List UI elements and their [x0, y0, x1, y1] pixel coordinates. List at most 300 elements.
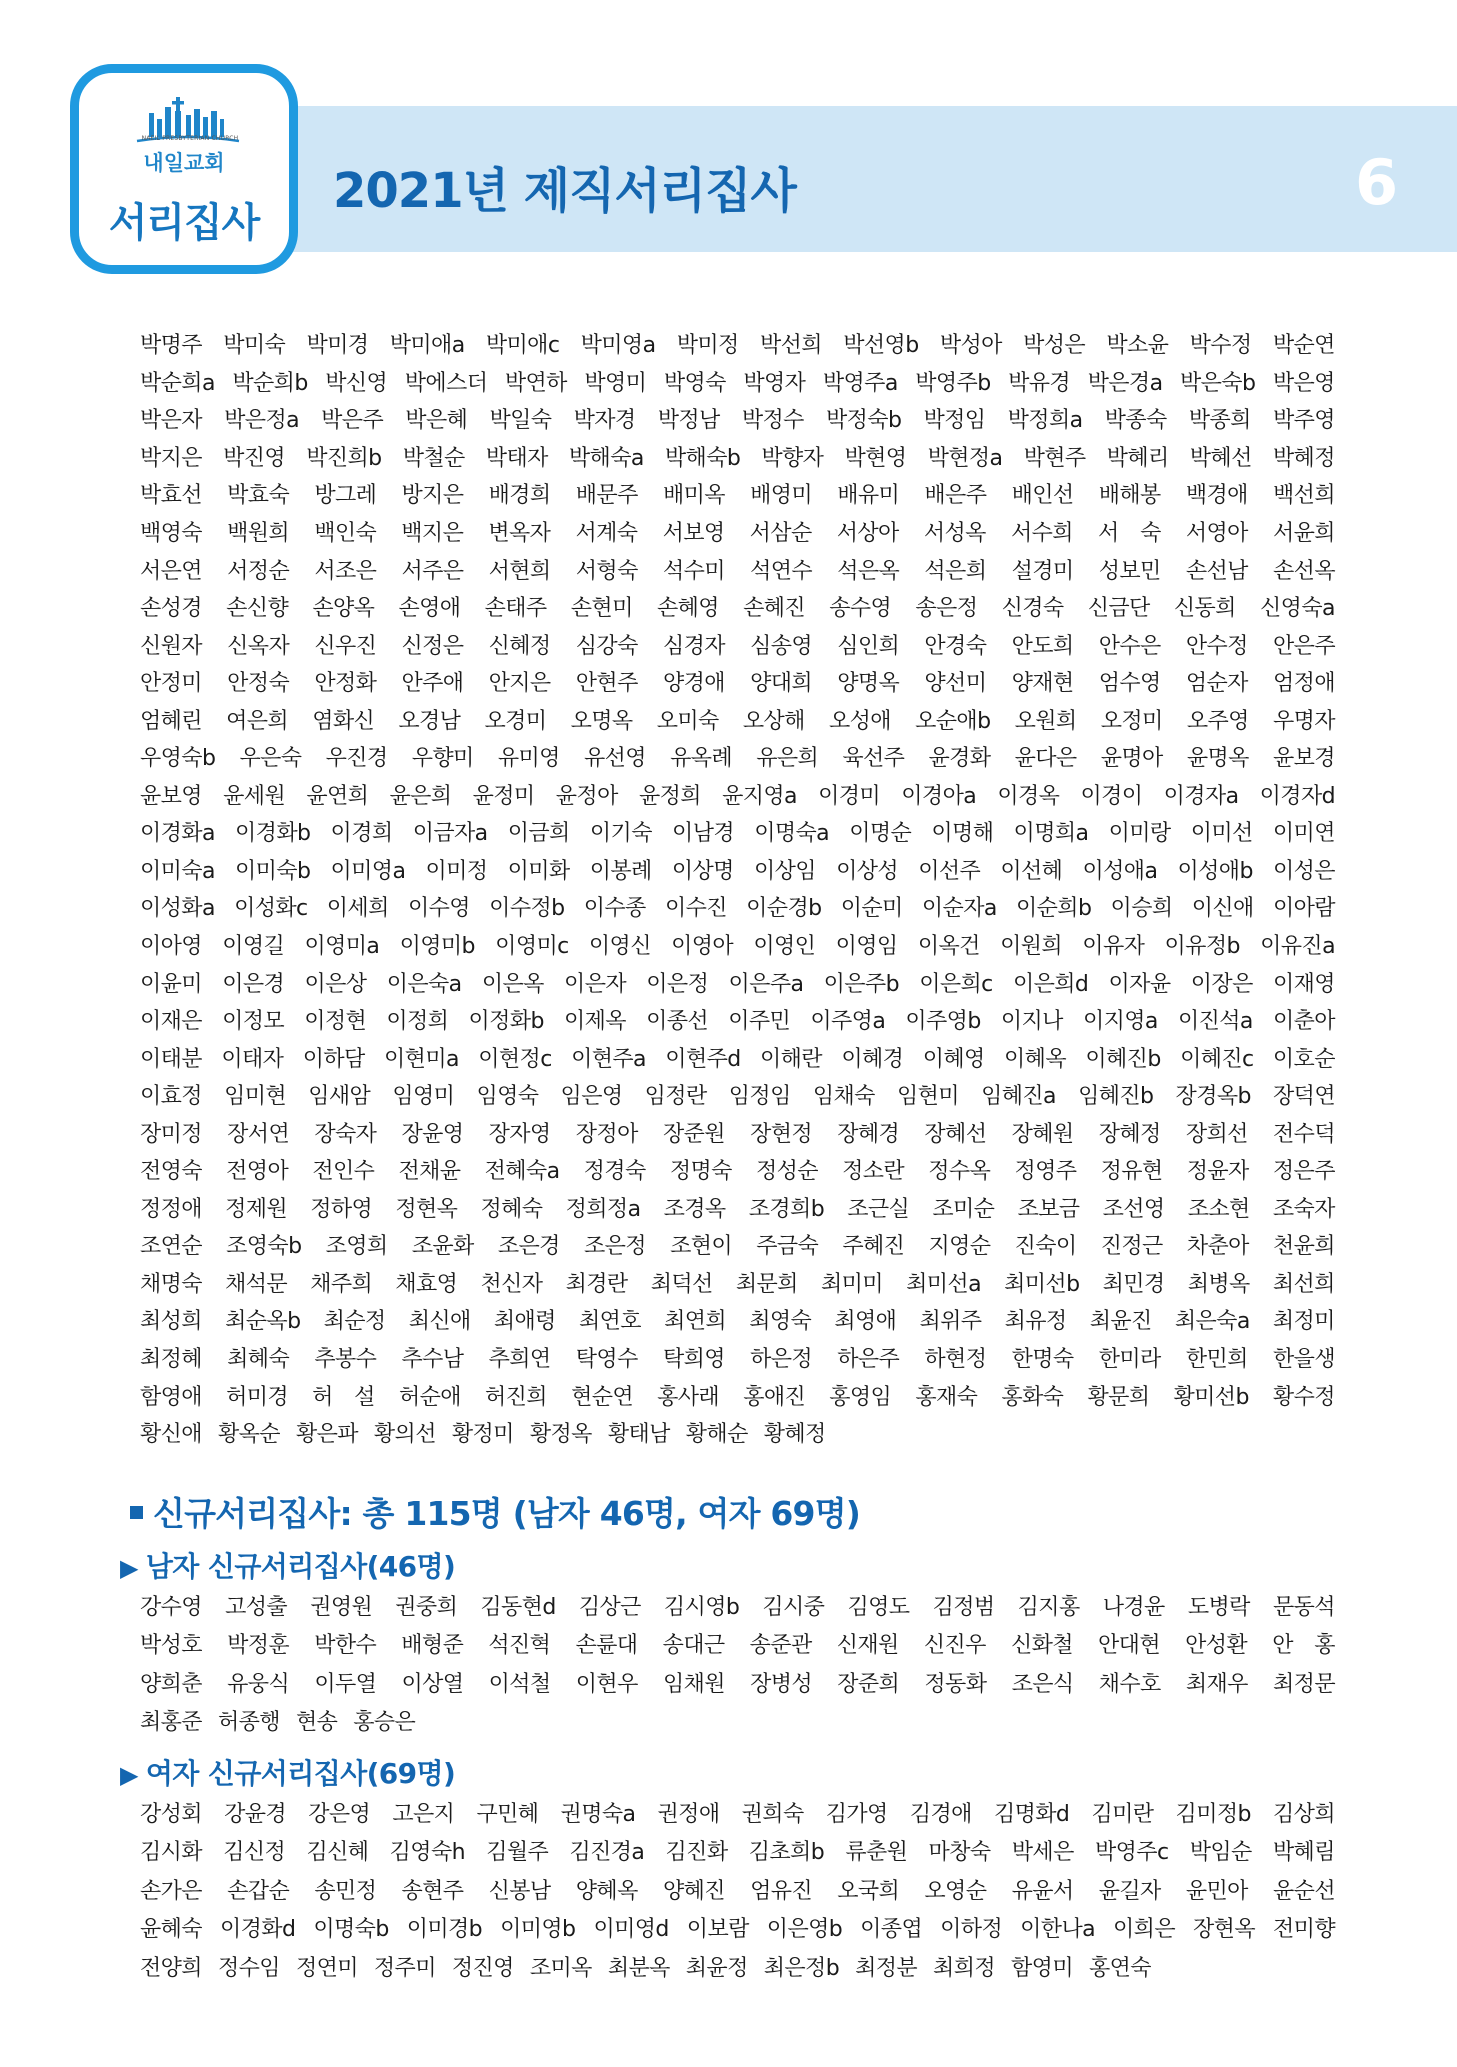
name-item: 함영미	[1011, 1955, 1073, 1981]
name-row	[140, 1793, 1335, 1832]
name-item: 이영인	[753, 934, 816, 960]
name-item: 윤명옥	[1186, 746, 1249, 772]
name-item: 손신향	[226, 596, 289, 622]
name-item: 홍애진	[743, 1384, 806, 1410]
name-item: 서보영	[662, 521, 725, 546]
name-item: 배해봉	[1098, 483, 1161, 509]
name-item: 이경자d	[1259, 783, 1335, 809]
name-item: 이금희	[507, 821, 570, 847]
name-item: 황정미	[451, 1422, 514, 1448]
name-item: 이혜진b	[1085, 1046, 1161, 1072]
name-item: 서영아	[1185, 521, 1248, 546]
name-item: 이경옥	[997, 783, 1060, 809]
name-item: 박혜선	[1189, 445, 1252, 471]
name-item: 이춘아	[1272, 1009, 1335, 1035]
name-item: 이명숙b	[313, 1917, 389, 1943]
name-item: 최윤진	[1089, 1309, 1152, 1335]
name-item: 손현미	[570, 596, 633, 622]
name-item: 조연순	[140, 1234, 202, 1260]
name-item: 김경애	[909, 1801, 972, 1827]
name-item: 권중희	[395, 1594, 458, 1620]
name-item: 이혜옥	[1004, 1046, 1066, 1072]
name-item: 허 설	[312, 1384, 375, 1410]
name-item: 천신자	[480, 1271, 543, 1297]
name-row	[140, 1909, 1335, 1948]
name-item: 장미정	[140, 1121, 202, 1147]
name-item: 정소란	[842, 1159, 905, 1185]
name-item: 임영미	[392, 1084, 455, 1110]
name-item: 임혜진b	[1078, 1084, 1154, 1110]
name-item: 이기숙	[589, 821, 652, 847]
name-item: 조현이	[670, 1234, 733, 1260]
name-item: 이아영	[140, 934, 202, 960]
name-item: 최미선b	[1004, 1271, 1080, 1297]
name-item: 이종선	[646, 1009, 709, 1035]
name-item: 배형준	[401, 1633, 464, 1659]
name-item: 이수영	[407, 896, 470, 922]
name-item: 홍승은	[353, 1710, 416, 1736]
name-item: 이명순	[849, 821, 912, 847]
name-item: 권명숙a	[560, 1801, 636, 1827]
name-item: 박현주	[1023, 445, 1086, 471]
name-item: 박정숙b	[826, 408, 902, 434]
name-item: 이은영b	[766, 1917, 843, 1943]
name-item: 채석문	[225, 1271, 288, 1297]
name-item: 장혜선	[924, 1121, 987, 1147]
name-item: 이미숙a	[140, 858, 215, 884]
name-item: 안 홍	[1272, 1633, 1335, 1659]
name-item: 손성경	[140, 596, 202, 622]
name-item: 방지은	[401, 483, 464, 509]
name-item: 윤민아	[1185, 1878, 1248, 1904]
name-item: 유웅식	[227, 1671, 290, 1697]
name-item: 박한수	[314, 1633, 377, 1659]
name-item: 신혜정	[488, 633, 551, 659]
name-item: 함영애	[140, 1384, 202, 1410]
name-item: 박영자	[743, 370, 806, 396]
name-item: 박미영a	[580, 333, 656, 359]
name-item: 박종숙	[1104, 408, 1167, 434]
name-item: 석연수	[750, 558, 813, 584]
name-item: 박은혜	[405, 408, 468, 434]
name-item: 최분옥	[607, 1955, 670, 1981]
name-item: 이아람	[1272, 896, 1335, 922]
name-item: 탁영수	[575, 1347, 638, 1373]
name-item: 박정임	[923, 408, 986, 434]
name-item: 송대근	[662, 1633, 725, 1659]
name-item: 정주미	[373, 1955, 436, 1981]
name-item: 이은숙a	[386, 971, 462, 997]
name-item: 박효숙	[227, 483, 290, 509]
name-item: 나경윤	[1102, 1594, 1165, 1620]
name-item: 박현영	[844, 445, 907, 471]
name-item: 장준희	[837, 1671, 900, 1697]
name-item: 이종엽	[860, 1917, 923, 1943]
name-item: 박은정a	[224, 408, 299, 434]
name-row	[140, 1001, 1335, 1039]
name-item: 이옥건	[917, 934, 980, 960]
name-item: 배인선	[1011, 483, 1074, 509]
name-item: 김영숙h	[389, 1840, 465, 1866]
name-item: 박성은	[1023, 333, 1086, 359]
name-item: 박영미	[584, 370, 647, 396]
name-item: 이성애b	[1177, 858, 1253, 884]
name-item: 김시중	[762, 1594, 825, 1620]
name-item: 최재우	[1185, 1671, 1248, 1697]
name-item: 이순미	[840, 896, 903, 922]
name-item: 현송	[295, 1710, 338, 1736]
name-item: 안성환	[1185, 1633, 1248, 1659]
name-item: 최정분	[855, 1955, 918, 1981]
name-item: 이영미b	[399, 934, 475, 960]
name-item: 박영주b	[915, 370, 991, 396]
name-item: 권희숙	[741, 1801, 804, 1827]
name-item: 박철순	[402, 445, 465, 471]
name-item: 양희춘	[140, 1671, 202, 1697]
name-item: 박미애a	[389, 333, 465, 359]
name-item: 정수옥	[928, 1159, 991, 1185]
name-item: 정하영	[310, 1196, 373, 1222]
name-item: 백지은	[401, 521, 464, 546]
name-item: 장현옥	[1193, 1917, 1255, 1943]
name-item: 최은숙a	[1174, 1309, 1250, 1335]
name-item: 조미순	[932, 1196, 995, 1222]
name-item: 송현주	[401, 1878, 464, 1904]
name-item: 이태자	[221, 1046, 284, 1072]
name-item: 허순애	[398, 1384, 461, 1410]
name-item: 진정근	[1100, 1234, 1163, 1260]
name-item: 김미정b	[1175, 1801, 1251, 1827]
name-item: 이미랑	[1108, 821, 1171, 847]
name-item: 황혜정	[763, 1422, 826, 1448]
name-item: 임정임	[728, 1084, 791, 1110]
name-item: 이주민	[728, 1009, 791, 1035]
name-item: 이선주	[918, 858, 981, 884]
name-item: 우향미	[411, 746, 474, 772]
name-item: 윤세원	[223, 783, 286, 809]
name-item: 조보금	[1017, 1196, 1080, 1222]
name-item: 안현주	[575, 671, 638, 697]
name-item: 허종행	[217, 1710, 280, 1736]
name-item: 허미경	[226, 1384, 289, 1410]
name-item: 배영미	[750, 483, 813, 509]
name-item: 천윤희	[1272, 1234, 1335, 1260]
triangle-bullet-icon: ▶	[120, 1761, 138, 1789]
name-item: 최홍준	[140, 1710, 202, 1736]
name-item: 이정희	[386, 1009, 449, 1035]
name-item: 박태자	[485, 445, 548, 471]
name-item: 박정훈	[227, 1633, 290, 1659]
name-item: 최유정	[1004, 1309, 1067, 1335]
name-item: 박선영b	[843, 333, 919, 359]
name-item: 추수남	[401, 1347, 464, 1373]
name-item: 하현정	[924, 1347, 987, 1373]
name-item: 차춘아	[1186, 1234, 1249, 1260]
name-item: 신원자	[140, 633, 202, 659]
logo-name: 내일교회	[143, 151, 225, 175]
name-item: 박해숙b	[664, 445, 741, 471]
name-item: 이수진	[664, 896, 727, 922]
name-item: 채명숙	[140, 1271, 202, 1297]
name-item: 조소현	[1187, 1196, 1250, 1222]
name-item: 박주영	[1272, 408, 1335, 434]
name-item: 이제옥	[563, 1009, 626, 1035]
name-item: 손혜영	[656, 596, 719, 622]
name-item: 조선영	[1102, 1196, 1165, 1222]
name-item: 정정애	[140, 1196, 202, 1222]
name-item: 이유정b	[1164, 934, 1240, 960]
name-item: 우영숙b	[140, 746, 216, 772]
name-row	[140, 363, 1335, 401]
name-item: 이하담	[302, 1046, 365, 1072]
name-item: 이현우	[575, 1671, 638, 1697]
name-item: 윤보영	[140, 783, 202, 809]
name-item: 이은정	[646, 971, 709, 997]
name-item: 정혜숙	[480, 1196, 543, 1222]
name-item: 박미정	[676, 333, 739, 359]
name-item: 채주희	[310, 1271, 373, 1297]
name-item: 조경옥	[663, 1196, 726, 1222]
name-item: 양혜옥	[575, 1878, 638, 1904]
name-item: 안지은	[488, 671, 551, 697]
name-item: 박선희	[759, 333, 822, 359]
name-item: 이혜영	[922, 1046, 985, 1072]
name-row	[140, 513, 1335, 551]
name-item: 김영도	[847, 1594, 910, 1620]
name-item: 이정모	[222, 1009, 285, 1035]
name-item: 윤정아	[555, 783, 618, 809]
name-item: 오순애b	[915, 708, 991, 734]
name-item: 이경자a	[1163, 783, 1239, 809]
name-item: 박진영	[223, 445, 286, 471]
name-item: 최희정	[933, 1955, 996, 1981]
name-item: 방그레	[314, 483, 377, 509]
name-item: 김월주	[486, 1840, 549, 1866]
name-item: 김신혜	[306, 1840, 369, 1866]
name-item: 오경미	[484, 708, 547, 734]
name-item: 손선옥	[1273, 558, 1335, 584]
name-item: 유선영	[583, 746, 646, 772]
name-row	[140, 1264, 1335, 1302]
name-item: 강은영	[308, 1801, 371, 1827]
name-item: 박향자	[761, 445, 824, 471]
name-item: 배유미	[837, 483, 900, 509]
name-item: 양명옥	[837, 671, 900, 697]
name-item: 조은정	[583, 1234, 646, 1260]
name-item: 손가은	[140, 1878, 202, 1904]
name-row	[140, 1189, 1335, 1227]
name-item: 임미현	[224, 1084, 287, 1110]
name-item: 서현희	[488, 558, 551, 584]
name-item: 이현주d	[665, 1046, 741, 1072]
name-item: 이미영d	[593, 1917, 669, 1943]
name-item: 양재현	[1011, 671, 1074, 697]
name-item: 최민경	[1102, 1271, 1165, 1297]
name-item: 박은주	[321, 408, 384, 434]
name-item: 안수은	[1098, 633, 1161, 659]
name-item: 이남경	[672, 821, 735, 847]
name-item: 서수희	[1010, 521, 1073, 546]
name-item: 전양희	[140, 1955, 202, 1981]
name-item: 윤정미	[472, 783, 535, 809]
name-item: 최정문	[1273, 1671, 1335, 1697]
name-item: 정제원	[225, 1196, 288, 1222]
name-row	[140, 851, 1335, 889]
name-item: 송은정	[915, 596, 978, 622]
name-item: 오정미	[1100, 708, 1163, 734]
name-item: 임혜진a	[981, 1084, 1056, 1110]
name-item: 안주애	[401, 671, 464, 697]
name-item: 엄순자	[1185, 671, 1248, 697]
name-item: 김미란	[1091, 1801, 1154, 1827]
name-item: 손혜진	[743, 596, 806, 622]
name-item: 석은희	[924, 558, 987, 584]
name-item: 장윤영	[401, 1121, 464, 1147]
name-item: 박정희a	[1007, 408, 1083, 434]
name-item: 박영주a	[822, 370, 898, 396]
name-item: 신금단	[1087, 596, 1150, 622]
name-row	[140, 1038, 1335, 1076]
name-item: 신봉남	[488, 1878, 551, 1904]
name-item: 김시화	[140, 1840, 202, 1866]
name-item: 유윤서	[1011, 1878, 1074, 1904]
name-item: 임은영	[560, 1084, 623, 1110]
male-new-heading: ▶ 남자 신규서리집사(46명)	[120, 1550, 456, 1583]
name-row	[140, 1226, 1335, 1264]
name-item: 이주영b	[905, 1009, 981, 1035]
name-item: 서조은	[314, 558, 377, 584]
name-item: 김명화d	[993, 1801, 1070, 1827]
name-row	[140, 1113, 1335, 1151]
name-item: 최위주	[919, 1309, 982, 1335]
name-item: 박성호	[140, 1633, 202, 1659]
name-item: 홍화숙	[1001, 1384, 1064, 1410]
name-item: 박미애c	[485, 333, 560, 359]
name-item: 서성옥	[923, 521, 986, 546]
name-row	[140, 400, 1335, 438]
name-item: 김지홍	[1017, 1594, 1080, 1620]
name-item: 이선혜	[1000, 858, 1063, 884]
name-item: 황신애	[140, 1422, 202, 1448]
name-item: 홍연숙	[1088, 1955, 1151, 1981]
name-item: 배경희	[488, 483, 551, 509]
name-item: 최순옥b	[225, 1309, 301, 1335]
logo-english-text: NAEIL PRESBYTERIAN CHURCH	[141, 135, 239, 142]
name-item: 이효정	[140, 1084, 202, 1110]
name-row	[140, 1832, 1335, 1871]
name-item: 장서연	[227, 1121, 290, 1147]
name-item: 이명희a	[1013, 821, 1089, 847]
name-item: 이경화b	[235, 821, 311, 847]
name-item: 백경애	[1185, 483, 1248, 509]
name-item: 석수미	[662, 558, 725, 584]
name-item: 정은주	[1272, 1159, 1335, 1185]
name-item: 김초희b	[748, 1840, 825, 1866]
name-item: 백원희	[227, 521, 290, 546]
name-item: 박정남	[657, 408, 720, 434]
name-item: 한미라	[1098, 1347, 1161, 1373]
name-item: 전채윤	[398, 1159, 461, 1185]
name-row	[140, 813, 1335, 851]
name-row	[140, 625, 1335, 663]
name-item: 강수영	[140, 1594, 202, 1620]
name-item: 윤혜숙	[140, 1917, 202, 1943]
name-item: 서삼순	[749, 521, 812, 546]
page-number: 6	[1355, 146, 1399, 219]
name-item: 이재영	[1273, 971, 1335, 997]
name-item: 황의선	[373, 1422, 436, 1448]
name-item: 장현정	[750, 1121, 813, 1147]
name-item: 이신애	[1191, 896, 1254, 922]
name-item: 신영숙a	[1260, 596, 1335, 622]
name-item: 석진혁	[488, 1633, 551, 1659]
name-item: 오원희	[1014, 708, 1077, 734]
name-item: 이상임	[753, 858, 816, 884]
name-item: 안도희	[1011, 633, 1074, 659]
name-item: 이순희b	[1015, 896, 1092, 922]
name-item: 이은옥	[481, 971, 544, 997]
name-item: 조은식	[1011, 1671, 1074, 1697]
name-item: 채수호	[1098, 1671, 1161, 1697]
name-item: 심경자	[662, 633, 725, 659]
name-item: 이한나a	[1020, 1917, 1095, 1943]
name-item: 최연호	[578, 1309, 641, 1335]
name-item: 이은상	[304, 971, 367, 997]
name-item: 하은정	[750, 1347, 813, 1373]
name-row	[140, 926, 1335, 964]
name-row	[140, 888, 1335, 926]
triangle-bullet-icon: ▶	[120, 1554, 138, 1582]
name-item: 정성순	[755, 1159, 818, 1185]
name-row	[140, 325, 1335, 363]
name-item: 박해숙a	[568, 445, 644, 471]
name-item: 이성은	[1272, 858, 1335, 884]
name-item: 박명주	[140, 333, 202, 359]
name-item: 육선주	[842, 746, 905, 772]
name-item: 전영아	[226, 1159, 289, 1185]
name-item: 이미연	[1272, 821, 1335, 847]
name-item: 오주영	[1186, 708, 1249, 734]
name-item: 엄혜린	[140, 708, 202, 734]
name-item: 손양옥	[312, 596, 375, 622]
name-item: 양경애	[662, 671, 725, 697]
name-item: 장정아	[575, 1121, 638, 1147]
name-item: 변옥자	[488, 521, 551, 546]
name-item: 이희은	[1113, 1917, 1175, 1943]
name-item: 이순경b	[746, 896, 822, 922]
name-item: 박일숙	[489, 408, 552, 434]
name-item: 이경이	[1080, 783, 1143, 809]
name-item: 한명숙	[1011, 1347, 1074, 1373]
name-item: 우은숙	[239, 746, 302, 772]
name-row	[140, 700, 1335, 738]
name-item: 허진희	[485, 1384, 547, 1410]
name-item: 이정화b	[468, 1009, 544, 1035]
name-item: 문동석	[1272, 1594, 1335, 1620]
name-item: 황미선b	[1173, 1384, 1249, 1410]
name-item: 이은주a	[728, 971, 804, 997]
name-item: 이성애a	[1082, 858, 1158, 884]
name-item: 윤지영a	[722, 783, 797, 809]
name-item: 설경미	[1011, 558, 1074, 584]
name-row	[140, 1301, 1335, 1339]
name-item: 정진영	[451, 1955, 514, 1981]
name-item: 장준원	[662, 1121, 725, 1147]
name-item: 황옥순	[217, 1422, 280, 1448]
name-item: 이하정	[940, 1917, 1003, 1943]
name-item: 정유현	[1100, 1159, 1163, 1185]
name-row	[140, 588, 1335, 626]
